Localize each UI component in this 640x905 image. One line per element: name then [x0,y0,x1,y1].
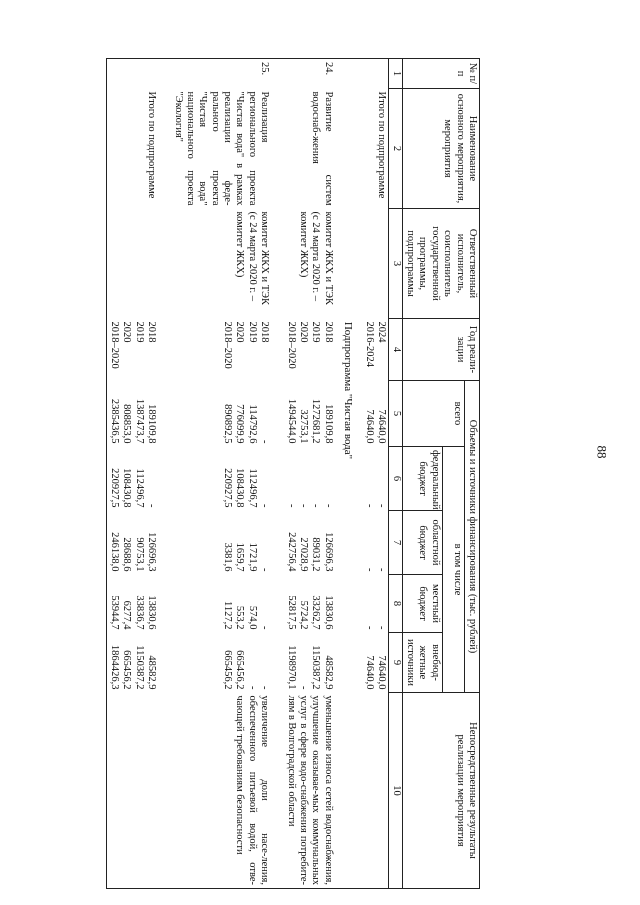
value: 74640,0 [364,409,375,444]
value: 53944,7 [109,595,121,630]
value: - [376,504,388,508]
value: 220927,5 [109,468,121,508]
value: - [259,686,271,690]
value: 52817,5 [285,595,297,630]
total-label: Итого по подпрограмме [106,89,158,319]
value: 665456,2 [234,650,246,690]
value: 1150387,2 [310,645,322,690]
value: - [259,440,271,444]
header-total: всего [402,381,464,447]
value: 74640,0 [376,655,388,690]
col-index: 3 [389,209,402,319]
header-number: № п/п [402,59,479,89]
col-index: 1 [389,59,402,89]
row-number: 25. [170,59,271,89]
header-responsible: Ответственный исполнитель, соисполнитель государственной программы, подпрограммы [402,209,479,319]
header-result: Непосредственные результаты реализации мероприятия [402,693,479,889]
value: - [364,626,375,630]
value: - [259,626,271,630]
result-text: увеличение доли насе-ления, обеспеченного питьевой водой, отве-чающей требованиям безопасности [170,693,271,889]
value: 74640,0 [364,655,375,690]
year: 2018–2020 [109,321,121,369]
year: 2016-2024 [364,321,375,367]
value: 1150387,2 [133,645,145,690]
value: 665456,2 [121,650,133,690]
subprogram-row [335,59,362,889]
value: - [259,504,271,508]
value: - [259,568,271,572]
col-index: 8 [389,575,402,633]
value: - [322,504,334,508]
year: 2018 [259,321,271,343]
value: 1198970,1 [285,645,297,690]
value: 74640,0 [376,409,388,444]
responsible: комитет ЖКХ и ТЭК (с 24 марта 2020 г. – комитет ЖКХ) [297,211,334,306]
value: 112496,7 [133,468,145,508]
col-index: 4 [389,319,402,381]
year: 2020 [297,321,309,343]
table-row [170,59,271,889]
value: - [364,568,375,572]
year: 2024 [376,321,388,343]
value: 1494544,0 [285,398,297,444]
value: 5724,2 [297,600,309,630]
value: - [146,504,158,508]
year: 2019 [133,321,145,343]
value: 220927,5 [222,468,234,508]
col-index: 5 [389,381,402,447]
value: 2385436,5 [109,398,121,444]
value: 126696,3 [146,532,158,572]
value: 33262,7 [310,595,322,630]
value: - [376,626,388,630]
value: 112496,7 [246,468,258,508]
value: 890892,5 [222,404,234,444]
header-federal: федеральный бюджет [402,447,442,511]
header-incl: в том числе [442,447,464,693]
value: 246138,0 [109,532,121,572]
year: 2020 [121,321,133,343]
activity-name: Развитие систем водоснаб-жения [310,91,334,206]
value: 553,2 [234,605,246,630]
value: 6277,4 [121,600,133,630]
header-activity: Наименование основного мероприятия, мероприятия [402,89,479,209]
value: 108430,8 [121,468,133,508]
value: - [376,568,388,572]
page-number: 88 [594,445,610,459]
year: 2019 [310,321,322,343]
value: 32753,1 [297,409,309,444]
value: 189109,8 [146,404,158,444]
header-year: Год реали-зации [402,319,479,381]
value: 1127,2 [222,601,234,630]
header-regional: областной бюджет [402,511,442,575]
value: 33836,7 [133,595,145,630]
year: 2019 [246,321,258,343]
value: - [246,686,258,690]
value: 1272681,2 [310,398,322,444]
year: 2020 [234,321,246,343]
activity-name: Реализация регионального проекта "Чистая вода" в рамках реализации феде-рального проекта "Чистая вода" национального проекта "Экология" [172,91,271,206]
funding-table [106,58,480,889]
table-row [362,59,389,889]
row-number: 24. [283,59,335,89]
result-text: уменьшение износа сетей водоснабжения, улучшение оказывае-мых коммунальных услуг в сфере водо-снабжения потребите-лям в Волгоградской области [283,693,335,889]
value: - [310,504,322,508]
column-index-row [389,59,402,889]
table-row [283,59,335,889]
value: 126696,3 [322,532,334,572]
subprogram-title: Подпрограмма "Чистая вода" [341,321,354,460]
value: 13830,6 [322,595,334,630]
table-row [106,59,158,889]
value: 665456,2 [222,650,234,690]
value: 1659,7 [234,542,246,572]
header-extrabudget: внебюд-жетные источники [402,633,442,693]
value: - [297,504,309,508]
col-index: 9 [389,633,402,693]
year: 2018–2020 [222,321,234,369]
value: 3381,6 [222,542,234,572]
col-index: 2 [389,89,402,209]
header-local: местный бюджет [402,575,442,633]
value: 90753,1 [133,537,145,572]
value: 27028,9 [297,537,309,572]
value: 776099,9 [234,404,246,444]
value: 48582,9 [146,655,158,690]
responsible: комитет ЖКХ и ТЭК (с 24 марта 2020 г. – комитет ЖКХ) [234,211,271,306]
header-funding: Объемы и источники финансирования (тыс. рублей) [464,381,479,693]
value: 189109,8 [322,404,334,444]
year: 2018 [322,321,334,343]
value: - [364,504,375,508]
year: 2018–2020 [285,321,297,369]
value: 574,0 [246,605,258,630]
value: 114792,6 [246,404,258,444]
col-index: 7 [389,511,402,575]
value: 28688,6 [121,537,133,572]
value: 808853,0 [121,404,133,444]
col-index: 6 [389,447,402,511]
year: 2018 [146,321,158,343]
value: 48582,9 [322,655,334,690]
col-index: 10 [389,693,402,889]
value: 1864426,3 [109,644,121,690]
total-label: Итого по подпрограмме [376,91,388,199]
value: - [297,686,309,690]
value: - [285,504,297,508]
value: 242756,4 [285,532,297,572]
value: 89031,2 [310,537,322,572]
value: 13830,6 [146,595,158,630]
value: 1387473,7 [133,398,145,444]
value: 1721,9 [246,542,258,572]
value: 108430,8 [234,468,246,508]
